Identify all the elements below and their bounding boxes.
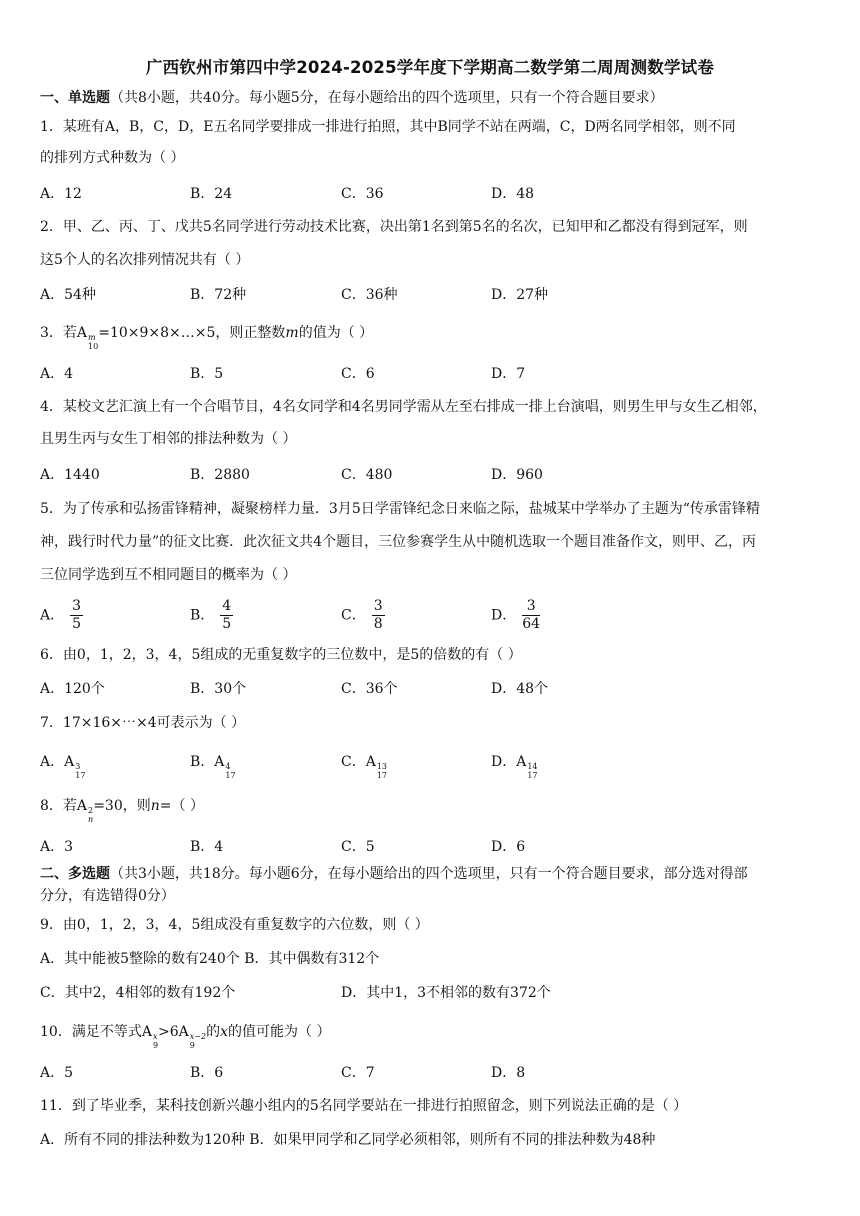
option-a-b: A．其中能被5整除的数有240个 B．其中偶数有312个 — [40, 951, 380, 967]
option-a: A．54种 — [40, 287, 96, 303]
question-5-text-cont2: 三位同学选到互不相同题目的概率为（ ） — [40, 567, 297, 583]
question-2-text-cont: 这5个人的名次排列情况共有（ ） — [40, 252, 250, 268]
option-b: B． $\frac{4}{5}$ — [190, 598, 232, 632]
option-c: C．A 13 17 — [341, 754, 388, 780]
q3-post: =10×9×8×…×5，则正整数 — [98, 325, 286, 341]
question-5-text-cont: 神，践行时代力量”的征文比赛．此次征文共4个题目，三位参赛学生从中随机选取一个题目准备作文，则甲、乙，丙 — [40, 534, 757, 550]
question-6-text: 6．由0，1，2，3，4，5组成的无重复数字的三位数中，是5的倍数的有（ ） — [40, 647, 522, 663]
question-1-text: 1．某班有A，B，C，D，E五名同学要排成一排进行拍照，其中B同学不站在两端，C，D两名同学相邻，则不同 — [40, 119, 736, 135]
option-d: D．6 — [491, 839, 526, 855]
fraction — [522, 598, 540, 633]
numerator: 4 — [222, 598, 232, 614]
option-d: D．27种 — [491, 287, 549, 303]
option-a: A．120个 — [40, 681, 105, 697]
question-9-text: 9．由0，1，2，3，4，5组成没有重复数字的六位数，则（ ） — [40, 917, 429, 933]
denominator: 8 — [373, 616, 383, 632]
denominator: 5 — [72, 616, 82, 632]
option-d: D．A 14 17 — [491, 754, 538, 780]
section-heading: 一、单选题 — [40, 90, 110, 106]
numerator: 3 — [373, 598, 383, 614]
option-c: C．6 — [341, 366, 375, 382]
option-a: A．3 — [40, 839, 74, 855]
q3-superscript: m — [88, 333, 96, 342]
option-a: A．12 — [40, 186, 82, 202]
option-a: A． $\frac{3}{5}$ — [40, 598, 82, 632]
option-b: B．24 — [190, 186, 233, 202]
question-7-text: 7．17×16×⋯×4可表示为（ ） — [40, 715, 246, 731]
option-d: D． $\frac{3}{64}$ — [491, 598, 541, 632]
numerator: 3 — [522, 598, 540, 616]
question-3-text — [40, 323, 830, 351]
section-note: （共8小题，共40分。每小题5分，在每小题给出的四个选项里，只有一个符合题目要求） — [110, 90, 664, 106]
section-heading: 二、多选题 — [40, 866, 110, 882]
q3-variable: m — [285, 325, 299, 341]
option-a: A．A 3 17 — [40, 754, 86, 780]
question-2-text: 2．甲、乙、丙、丁、戊共5名同学进行劳动技术比赛，决出第1名到第5名的名次，已知甲和乙都没有得到冠军，则 — [40, 219, 748, 235]
option-b: B．6 — [190, 1065, 224, 1081]
section-single-header — [40, 88, 830, 108]
fraction — [372, 598, 385, 633]
option-d: D．48 — [491, 186, 535, 202]
option-b: B．A 4 17 — [190, 754, 236, 780]
option-c: C．其中2，4相邻的数有192个 — [40, 985, 236, 1001]
question-10-text: 10．满足不等式A x 9 >6A x−2 9 的x的值可能为（ ） — [40, 1024, 331, 1050]
option-a: A．5 — [40, 1065, 74, 1081]
question-8-text: 8．若A 2 n =30，则n=（ ） — [40, 798, 204, 824]
option-d: D．960 — [491, 467, 543, 483]
option-c: C． $\frac{3}{8}$ — [341, 598, 383, 632]
section-note: （共3小题，共18分。每小题6分，在每小题给出的四个选项里，只有一个符合题目要求，部分选对得部 — [110, 866, 748, 882]
fraction — [70, 598, 83, 633]
numerator: 3 — [72, 598, 82, 614]
option-c: C．36个 — [341, 681, 398, 697]
fraction — [220, 598, 233, 633]
option-a: A．1440 — [40, 467, 100, 483]
question-4-text-cont: 且男生丙与女生丁相邻的排法种数为（ ） — [40, 431, 297, 447]
section-note-cont: 分分，有选错得0分） — [40, 888, 175, 904]
denominator: 64 — [522, 616, 541, 632]
question-11-text: 11．到了毕业季，某科技创新兴趣小组内的5名同学要站在一排进行拍照留念，则下列说法正确的是（ ） — [40, 1098, 688, 1114]
question-1-text-cont: 的排列方式种数为（ ） — [40, 150, 185, 166]
option-b: B．4 — [190, 839, 224, 855]
option-c: C．36种 — [341, 287, 398, 303]
option-b: B．2880 — [190, 467, 250, 483]
q3-end: 的值为（ ） — [298, 325, 374, 341]
option-b: B．5 — [190, 366, 224, 382]
option-c: C．36 — [341, 186, 384, 202]
option-c: C．5 — [341, 839, 375, 855]
question-4-text: 4．某校文艺汇演上有一个合唱节目，4名女同学和4名男同学需从左至右排成一排上台演唱，则男生甲与女生乙相邻， — [40, 399, 767, 415]
denominator: 5 — [222, 616, 232, 632]
option-d: D．其中1，3不相邻的数有372个 — [341, 985, 551, 1001]
q3-subscript: 10 — [88, 342, 99, 351]
section-multi-header — [40, 864, 830, 884]
option-c: C．7 — [341, 1065, 375, 1081]
option-b: B．72种 — [190, 287, 247, 303]
option-d: D．48个 — [491, 681, 549, 697]
q3-pre: 3．若A — [40, 325, 88, 341]
question-5-text: 5．为了传承和弘扬雷锋精神，凝聚榜样力量．3月5日学雷锋纪念日来临之际，盐城某中学举办了主题为“传承雷锋精 — [40, 501, 760, 517]
option-d: D．7 — [491, 366, 526, 382]
option-b: B．30个 — [190, 681, 247, 697]
option-d: D．8 — [491, 1065, 526, 1081]
option-c: C．480 — [341, 467, 393, 483]
option-a-b: A．所有不同的排法种数为120种 B．如果甲同学和乙同学必须相邻，则所有不同的排法种数为48种 — [40, 1132, 656, 1148]
exam-title: 广西钦州市第四中学2024-2025学年度下学期高二数学第二周周测数学试卷 — [145, 58, 715, 77]
option-a: A．4 — [40, 366, 74, 382]
